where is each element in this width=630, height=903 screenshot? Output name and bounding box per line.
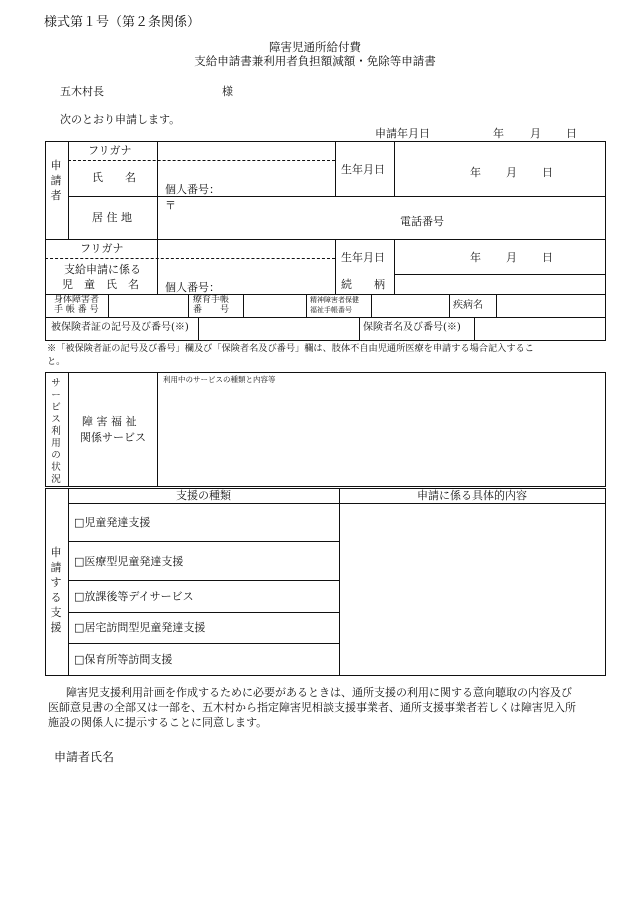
consent-line2: 医師意見書の全部又は一部を、五木村から指定障害児相談支援事業者、通所支援事業者若しくは障害児入所 bbox=[48, 701, 576, 714]
insured-number-label: 被保険者証の記号及び番号(※) bbox=[51, 322, 189, 333]
form-number: 様式第１号（第２条関係） bbox=[44, 15, 201, 30]
child-birth-month: 月 bbox=[506, 251, 517, 264]
applicant-birth-year: 年 bbox=[470, 166, 481, 179]
insurer-label: 保険者名及び番号(※) bbox=[363, 322, 461, 333]
postal-mark: 〒 bbox=[165, 199, 176, 212]
note-line2: と。 bbox=[47, 356, 66, 367]
applicant-furigana-label: フリガナ bbox=[88, 144, 132, 157]
form-title-line1: 障害児通所給付費 bbox=[269, 40, 361, 54]
support-item-child-development[interactable]: □児童発達支援 bbox=[74, 516, 151, 529]
rehab-cert-label-2: 番 号 bbox=[193, 305, 230, 315]
addressee-honorific: 様 bbox=[222, 85, 233, 98]
service-usage-label-line1: 障 害 福 祉 bbox=[82, 415, 137, 428]
support-item-medical-child-development[interactable]: □医療型児童発達支援 bbox=[74, 555, 184, 568]
service-usage-content-header: 利用中のサービスの種類と内容等 bbox=[163, 375, 276, 384]
child-birth-year: 年 bbox=[470, 251, 481, 264]
child-relationship-label: 続 柄 bbox=[341, 278, 385, 291]
intro-text: 次のとおり申請します。 bbox=[60, 113, 181, 126]
child-label-line2: 児 童 氏 名 bbox=[62, 278, 139, 291]
application-date-label: 申請年月日 bbox=[375, 127, 430, 140]
applicant-birth-month: 月 bbox=[506, 166, 517, 179]
support-item-home-visit-child-development[interactable]: □居宅訪問型児童発達支援 bbox=[74, 621, 206, 634]
support-item-after-school-day-service[interactable]: □放課後等デイサービス bbox=[74, 590, 194, 603]
applicant-personal-number: 個人番号： bbox=[165, 183, 220, 196]
note-line1: ※「被保険者証の記号及び番号」欄及び「保険者名及び番号」欄は、肢体不自由児通所医療を申請する場合記入するこ bbox=[47, 343, 534, 354]
disease-label: 疾病名 bbox=[453, 300, 483, 311]
applicant-birthdate-label: 生年月日 bbox=[341, 163, 385, 176]
application-date-year: 年 bbox=[493, 127, 504, 140]
applicant-address-label: 居 住 地 bbox=[92, 211, 132, 224]
support-section-label: 申請する支援 bbox=[50, 546, 62, 634]
applicant-section-label: 申請者 bbox=[50, 159, 62, 202]
service-usage-label-line2: 関係サービス bbox=[80, 431, 146, 444]
form-title-line2: 支給申請書兼利用者負担額減額・免除等申請書 bbox=[194, 54, 436, 68]
application-date-month: 月 bbox=[530, 127, 541, 140]
applicant-birth-day: 日 bbox=[542, 166, 553, 179]
physical-cert-label-2: 手 帳 番 号 bbox=[54, 305, 99, 315]
child-furigana-label: フリガナ bbox=[80, 242, 124, 255]
child-birthdate-label: 生年月日 bbox=[341, 251, 385, 264]
rehab-cert-label-1: 療育手帳 bbox=[193, 295, 230, 305]
support-detail-header: 申請に係る具体的内容 bbox=[417, 489, 527, 502]
applicant-name-label: 氏 名 bbox=[92, 171, 136, 184]
applicant-phone-label: 電話番号 bbox=[400, 215, 444, 228]
mental-cert-label-2: 福祉手帳番号 bbox=[310, 306, 352, 314]
support-type-header: 支援の種類 bbox=[176, 489, 231, 502]
service-usage-section-label: サービス利用の状況 bbox=[51, 378, 61, 485]
child-birth-day: 日 bbox=[542, 251, 553, 264]
support-item-nursery-visit-support[interactable]: □保育所等訪問支援 bbox=[74, 653, 173, 666]
child-personal-number: 個人番号： bbox=[165, 281, 220, 294]
child-label-line1: 支給申請に係る bbox=[64, 263, 141, 276]
addressee-mayor: 五木村長 bbox=[60, 85, 104, 98]
consent-line3: 施設の関係人に提示することに同意します。 bbox=[48, 716, 268, 729]
physical-cert-label-1: 身体障害者 bbox=[54, 295, 100, 305]
consent-line1: 障害児支援利用計画を作成するために必要があるときは、通所支援の利用に関する意向聴取の内容及び bbox=[66, 686, 572, 699]
applicant-signature-label: 申請者氏名 bbox=[54, 750, 115, 764]
mental-cert-label-1: 精神障害者保健 bbox=[310, 296, 359, 304]
application-date-day: 日 bbox=[566, 127, 577, 140]
